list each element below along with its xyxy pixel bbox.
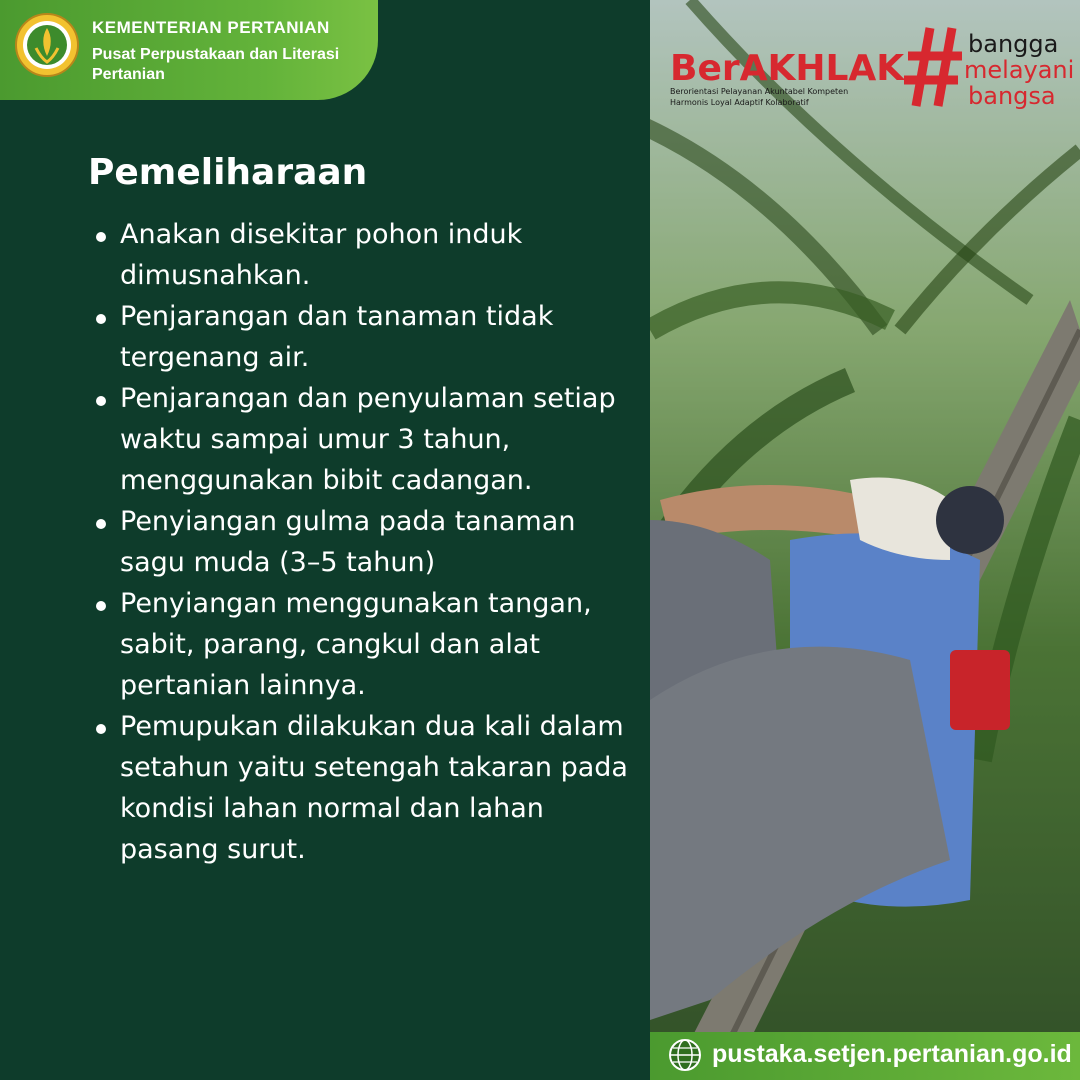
sago-climber-photo (650, 0, 1080, 1080)
list-item: Penyiangan menggunakan tangan, sabit, parang, cangkul dan alat pertanian lainnya. (92, 583, 637, 706)
berakhlak-tagline-1: Berorientasi Pelayanan Akuntabel Kompeten (670, 87, 849, 96)
organization-name: KEMENTERIAN PERTANIAN (92, 18, 330, 37)
website-link[interactable]: pustaka.setjen.pertanian.go.id (712, 1040, 1072, 1068)
www-globe-icon (668, 1038, 702, 1072)
list-item: Pemupukan dilakukan dua kali dalam setahun yaitu setengah takaran pada kondisi lahan normal dan lahan pasang surut. (92, 706, 637, 870)
berakhlak-wordmark: BerAKHLAK (670, 48, 905, 89)
maintenance-list (92, 214, 637, 870)
organization-unit: Pusat Perpustakaan dan Literasi Pertanian (92, 46, 340, 83)
slogan-word-1: bangga (968, 30, 1059, 58)
list-item: Penjarangan dan tanaman tidak tergenang air. (92, 296, 637, 378)
list-item: Penyiangan gulma pada tanaman sagu muda (3–5 tahun) (92, 501, 637, 583)
section-title: Pemeliharaan (88, 152, 368, 193)
list-item: Anakan disekitar pohon induk dimusnahkan. (92, 214, 637, 296)
berakhlak-logo (668, 14, 1078, 114)
slogan-word-2: melayani (964, 56, 1075, 84)
berakhlak-tagline-2: Harmonis Loyal Adaptif Kolaboratif (670, 98, 809, 107)
list-item: Penjarangan dan penyulaman setiap waktu sampai umur 3 tahun, menggunakan bibit cadangan. (92, 378, 637, 501)
slogan-word-3: bangsa (968, 82, 1056, 110)
kementan-logo-icon (14, 12, 80, 78)
hashtag-icon (904, 28, 962, 106)
